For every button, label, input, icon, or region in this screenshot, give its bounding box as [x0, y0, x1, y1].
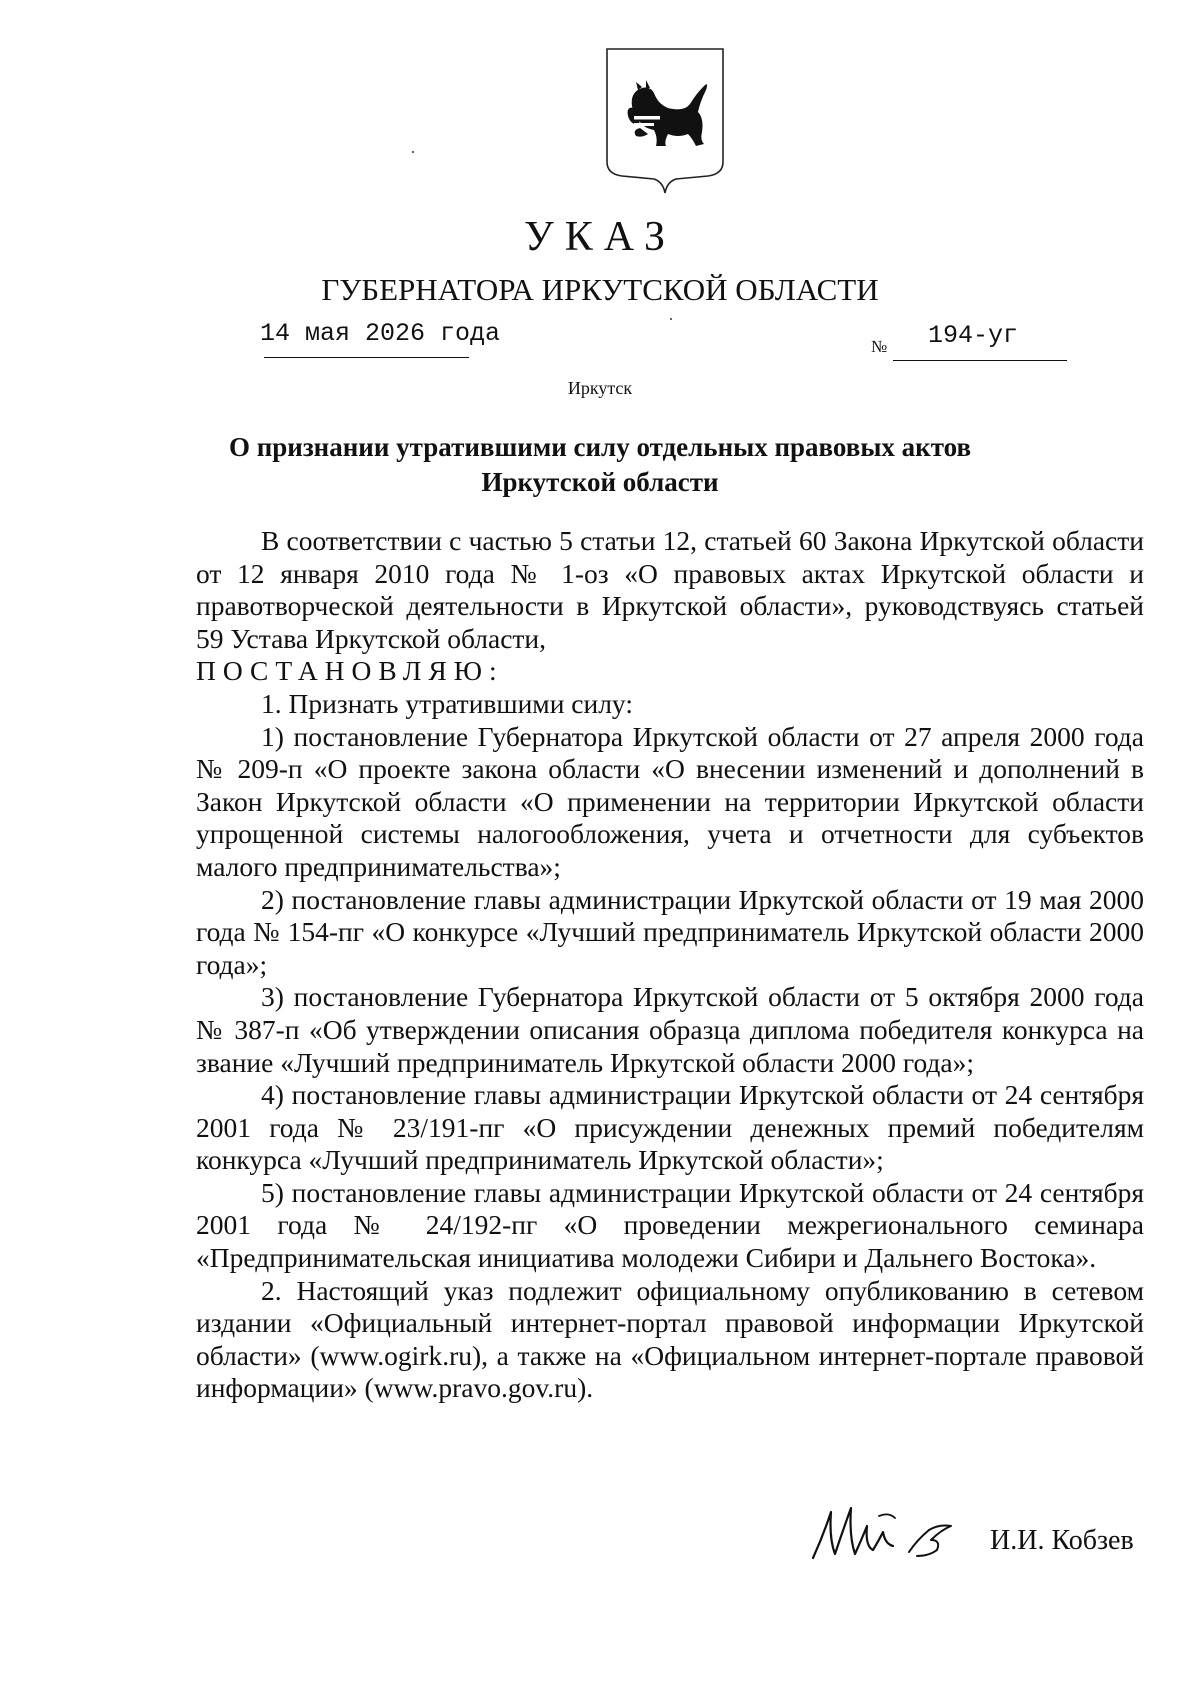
stray-dot-1 [412, 151, 414, 153]
handwritten-signature [805, 1496, 985, 1566]
stray-dot-2 [670, 318, 672, 320]
preamble-paragraph: В соответствии с частью 5 статьи 12, статьей 60 Закона Иркутской области от 12 января 2010 года № 1-оз «О правовых актах Иркутской области и правотворческой деятельности в Иркутской области», руководствуясь статьей 59 Устава Иркутской области, [196, 525, 1144, 654]
document-number: 194-уг [928, 321, 1019, 350]
date-underline [264, 357, 469, 358]
document-body [196, 525, 1144, 1405]
number-sign: № [871, 337, 888, 356]
clause-1: 1. Признать утратившими силу: [261, 687, 633, 719]
city: Иркутск [567, 378, 633, 398]
document-title-line-2: Иркутской области [481, 467, 719, 497]
document-type: УКАЗ [523, 214, 677, 260]
clause-1-item-5: 5) постановление главы администрации Иркутской области от 24 сентября 2001 года № 24/192-пг «О проведении межрегионального семинара «Предпринимательская инициатива молодежи Сибири и Дальнего Востока». [196, 1176, 1144, 1274]
number-underline [893, 360, 1067, 361]
document-title [160, 430, 1040, 500]
issuer-title: ГУБЕРНАТОРА ИРКУТСКОЙ ОБЛАСТИ [321, 272, 879, 307]
document-title-line-1: О признании утратившими силу отдельных правовых актов [228, 432, 972, 462]
clause-1-item-2: 2) постановление главы администрации Иркутской области от 19 мая 2000 года № 154-пг «О конкурсе «Лучший предприниматель Иркутской области 2000 года»; [196, 883, 1144, 980]
document-date: 14 мая 2026 года [260, 319, 501, 348]
clause-1-item-4: 4) постановление главы администрации Иркутской области от 24 сентября 2001 года № 23/191-пг «О присуждении денежных премий победителям конкурса «Лучший предприниматель Иркутской области»; [196, 1079, 1144, 1176]
clause-2: 2. Настоящий указ подлежит официальному опубликованию в сетевом издании «Официальный интернет-портал правовой информации Иркутской области» (www.ogirk.ru), а также на «Официальном интернет-портале правовой информации» (www.pravo.gov.ru). [196, 1274, 1144, 1404]
signer-name: И.И. Кобзев [990, 1525, 1134, 1556]
clause-1-item-3: 3) постановление Губернатора Иркутской области от 5 октября 2000 года № 387-п «Об утверждении описания образца диплома победителя конкурса на звание «Лучший предприниматель Иркутской области 2000 года»; [196, 981, 1144, 1078]
clause-1-item-1: 1) постановление Губернатора Иркутской области от 27 апреля 2000 года № 209-п «О проекте закона области «О внесении изменений и дополнений в Закон Иркутской области «О применении на территории Иркутской области упрощенной системы налогообложения, учета и отчетности для субъектов малого предпринимательства»; [196, 720, 1144, 882]
decree-word: ПОСТАНОВЛЯЮ: [196, 655, 504, 687]
coat-of-arms-icon [604, 46, 726, 196]
